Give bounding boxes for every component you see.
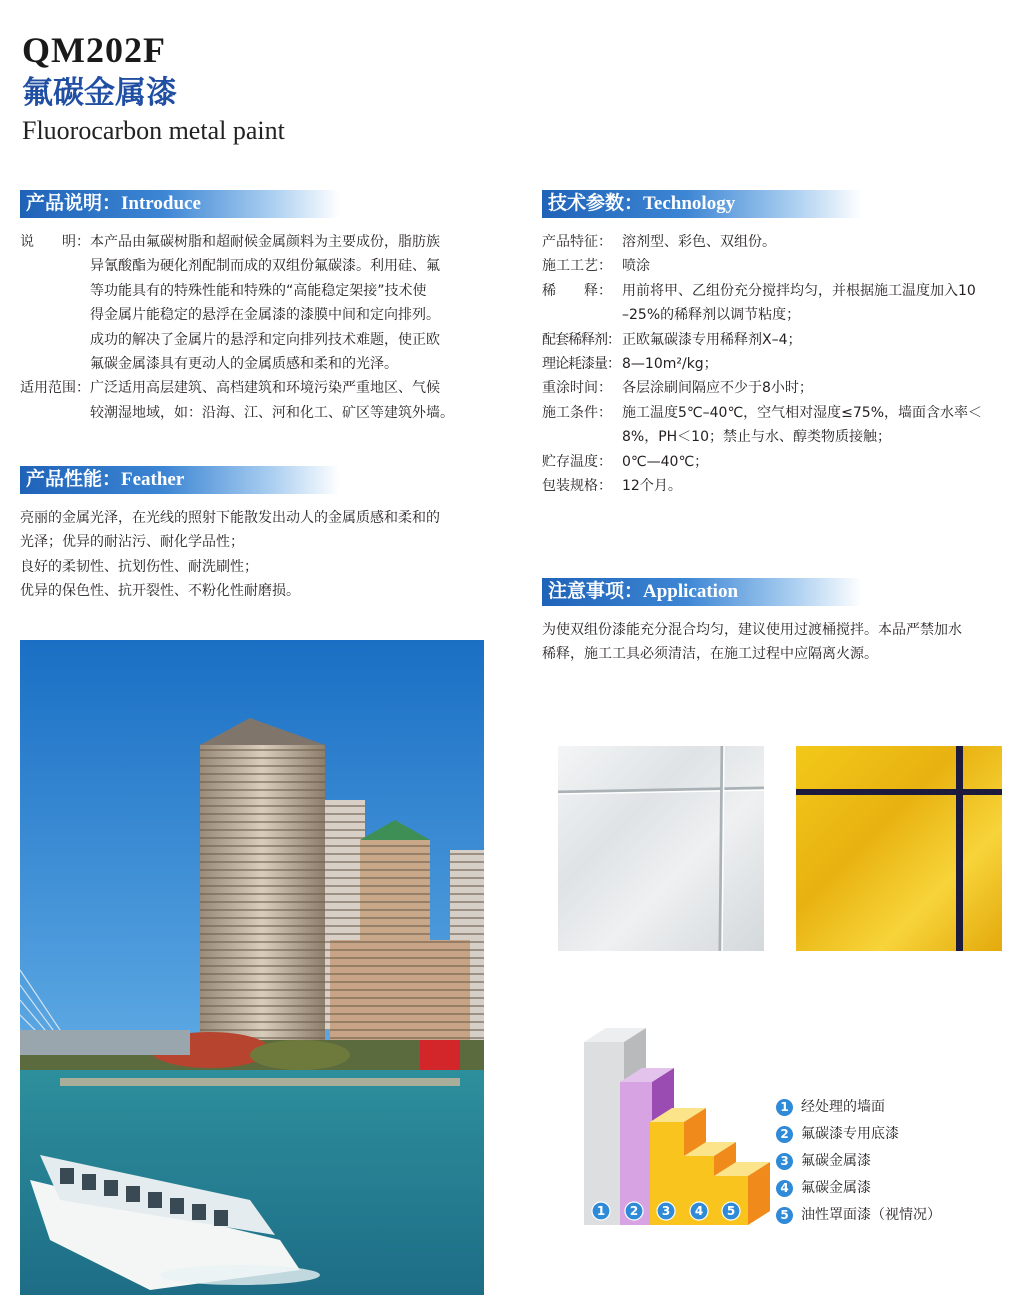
legend-label: 氟碳漆专用底漆	[801, 1126, 899, 1142]
layer-5-number: 5	[726, 1204, 736, 1218]
row-line: 各层涂刷间隔应不少于8小时；	[622, 380, 813, 397]
legend-label: 经处理的墙面	[801, 1099, 885, 1115]
row-line: 较潮湿地域，如：沿海、江、河和化工、矿区等建筑外墙。	[90, 404, 454, 421]
feather-line: 亮丽的金属光泽，在光线的照射下能散发出动人的金属质感和柔和的	[20, 510, 440, 526]
layer-2-number: 2	[629, 1204, 639, 1218]
gold-sample-panel	[796, 746, 1002, 951]
tech-row-conditions	[542, 401, 1022, 450]
tech-row-recoat	[542, 376, 1022, 400]
legend-label: 油性罩面漆（视情况）	[801, 1207, 941, 1223]
row-line: 异氰酸酯为硬化剂配制而成的双组份氟碳漆。利用硅、氟	[90, 258, 440, 275]
feather-line: 优异的保色性、抗开裂性、不粉化性耐磨损。	[20, 583, 300, 600]
row-line: 氟碳金属漆具有更动人的金属质感和柔和的光泽。	[90, 356, 398, 373]
row-line: 本产品由氟碳树脂和超耐候金属颜料为主要成份，脂肪族	[90, 234, 440, 250]
row-label: 产品特征：	[542, 234, 612, 250]
row-line: 8—10m²/kg；	[622, 356, 718, 373]
legend-item-5	[776, 1205, 941, 1225]
layer-1-face	[584, 1042, 624, 1225]
legend-number-badge: 2	[776, 1126, 793, 1143]
tech-row-dilution	[542, 279, 1022, 328]
silver-sample-panel	[558, 746, 764, 951]
row-label: 说 明：	[20, 234, 90, 250]
row-label: 配套稀释剂：	[542, 331, 620, 348]
row-line: 12个月。	[622, 478, 682, 495]
section-heading-introduce: 产品说明：Introduce	[20, 190, 340, 218]
introduce-body	[20, 230, 500, 425]
section-heading-technology: 技术参数：Technology	[542, 190, 862, 218]
legend-item-1	[776, 1097, 885, 1117]
tech-row-packaging	[542, 474, 1022, 498]
row-line: 0℃—40℃；	[622, 453, 709, 470]
tech-row-process	[542, 254, 1022, 278]
row-line: 正欧氟碳漆专用稀释剂X–4；	[622, 331, 802, 348]
row-line: 喷涂	[622, 258, 650, 275]
row-line: 溶剂型、彩色、双组份。	[622, 234, 776, 250]
layer-1-number: 1	[596, 1204, 606, 1218]
row-label: 适用范围：	[20, 380, 90, 397]
application-body	[542, 618, 962, 667]
layers-legend	[776, 1097, 1016, 1237]
row-label: 施工工艺：	[542, 258, 612, 275]
legend-number-badge: 4	[776, 1180, 793, 1197]
product-model: QM202F	[22, 30, 166, 70]
legend-number-badge: 5	[776, 1207, 793, 1224]
row-line: –25%的稀释剂以调节粘度；	[622, 307, 801, 324]
introduce-row-description	[20, 230, 500, 376]
building-photo	[20, 640, 484, 1295]
row-label: 施工条件：	[542, 404, 612, 421]
row-line: 用前将甲、乙组份充分搅拌均匀，并根据施工温度加入10	[622, 282, 976, 299]
feather-body	[20, 506, 440, 604]
row-label: 理论耗漆量：	[542, 356, 620, 373]
row-line: 广泛适用高层建筑、高档建筑和环境污染严重地区、气候	[90, 380, 440, 397]
tech-row-storage	[542, 450, 1022, 474]
row-line: 施工温度5℃–40℃，空气相对湿度≤75%，墙面含水率＜	[622, 404, 983, 421]
legend-label: 氟碳金属漆	[801, 1180, 871, 1196]
technology-body	[542, 230, 1022, 498]
row-line: 得金属片能稳定的悬浮在金属漆的漆膜中间和定向排列。	[90, 307, 440, 324]
row-label: 稀 释：	[542, 282, 612, 299]
feather-line: 良好的柔韧性、抗划伤性、耐洗刷性；	[20, 558, 258, 575]
feather-line: 光泽；优异的耐沾污、耐化学品性；	[20, 534, 244, 551]
row-line: 等功能具有的特殊性能和特殊的“高能稳定架接”技术使	[90, 282, 427, 299]
row-line: 成功的解决了金属片的悬浮和定向排列技术难题，使正欧	[90, 331, 440, 348]
introduce-row-scope	[20, 376, 500, 425]
row-label: 贮存温度：	[542, 453, 612, 470]
product-title-cn: 氟碳金属漆	[22, 75, 177, 111]
tech-row-consumption	[542, 352, 1022, 376]
legend-item-3	[776, 1151, 871, 1171]
section-heading-feather: 产品性能：Feather	[20, 466, 340, 494]
legend-number-badge: 1	[776, 1099, 793, 1116]
legend-number-badge: 3	[776, 1153, 793, 1170]
product-title-en: Fluorocarbon metal paint	[22, 116, 285, 145]
section-heading-application: 注意事项：Application	[542, 578, 862, 606]
coating-layers-diagram	[584, 1028, 774, 1228]
legend-item-2	[776, 1124, 899, 1144]
tech-row-feature	[542, 230, 1022, 254]
application-line: 稀释，施工工具必须清洁，在施工过程中应隔离火源。	[542, 646, 878, 663]
layer-4-number: 4	[694, 1204, 704, 1218]
tech-row-thinner	[542, 328, 1022, 352]
legend-label: 氟碳金属漆	[801, 1153, 871, 1169]
layer-3-number: 3	[661, 1204, 671, 1218]
application-line: 为使双组份漆能充分混合均匀，建议使用过渡桶搅拌。本品严禁加水	[542, 622, 962, 638]
row-label: 包装规格：	[542, 478, 612, 495]
row-label: 重涂时间：	[542, 380, 612, 397]
row-line: 8%，PH＜10；禁止与水、醇类物质接触；	[622, 429, 891, 446]
legend-item-4	[776, 1178, 871, 1198]
